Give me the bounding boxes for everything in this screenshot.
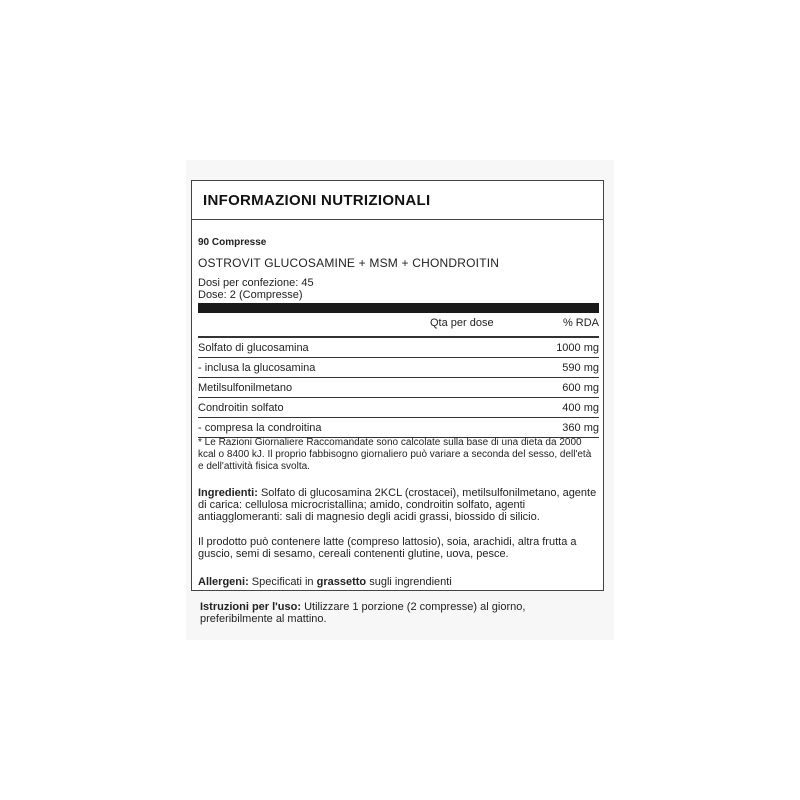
- table-header: [198, 313, 599, 338]
- usage-instructions: [200, 601, 590, 625]
- table-row: [198, 418, 599, 438]
- row-amount: 590 mg: [562, 362, 599, 374]
- table-row: [198, 358, 599, 378]
- allergens-text-after: sugli ingrendienti: [369, 576, 452, 588]
- allergens-bold-word: grassetto: [316, 576, 367, 588]
- allergens-text-before: Specificati in: [251, 576, 314, 588]
- allergens-label: Allergeni:: [198, 576, 249, 588]
- servings-per-pack: Dosi per confezione: 45: [198, 277, 314, 289]
- instructions-text: Utilizzare 1 porzione (2 compresse) al giorno, preferibilmente al mattino.: [200, 601, 526, 625]
- row-amount: 360 mg: [562, 422, 599, 434]
- title-divider: [192, 219, 603, 220]
- row-amount: 1000 mg: [556, 342, 599, 354]
- header-rda: % RDA: [562, 317, 599, 329]
- thick-divider: [198, 303, 599, 313]
- may-contain-notice: Il prodotto può contenere latte (compreso lattosio), soia, arachidi, altra frutta a guscio, semi di sesamo, cereali contenenti glutine, uova, pesce.: [198, 536, 577, 560]
- nutrition-table: [198, 313, 599, 438]
- product-name: OSTROVIT GLUCOSAMINE + MSM + CHONDROITIN: [198, 256, 500, 270]
- header-qty-per-dose: Qta per dose: [430, 317, 494, 329]
- instructions-label: Istruzioni per l'uso:: [200, 601, 302, 613]
- row-amount: 400 mg: [562, 402, 599, 414]
- row-amount: 600 mg: [562, 382, 599, 394]
- ingredients-label: Ingredienti:: [198, 487, 258, 499]
- row-name: Solfato di glucosamina: [198, 342, 309, 354]
- label-title: INFORMAZIONI NUTRIZIONALI: [203, 192, 431, 209]
- row-name: - compresa la condroitina: [198, 422, 322, 434]
- table-row: [198, 378, 599, 398]
- allergens-section: [198, 576, 598, 588]
- table-row: [198, 398, 599, 418]
- tablet-count: 90 Compresse: [198, 237, 267, 248]
- ingredients-section: [198, 487, 598, 523]
- nutrition-label: [191, 180, 604, 591]
- serving-info: [198, 277, 314, 301]
- row-name: Condroitin solfato: [198, 402, 284, 414]
- row-name: - inclusa la glucosamina: [198, 362, 316, 374]
- table-row: [198, 338, 599, 358]
- dose-size: Dose: 2 (Compresse): [198, 289, 303, 301]
- row-name: Metilsulfonilmetano: [198, 382, 293, 394]
- ingredients-text: Solfato di glucosamina 2KCL (crostacei), metilsulfonilmetano, agente di carica: cellulosa microcristallina; amido, condroitin solfato, agenti antiagglomeranti: sali di magnesio degli acidi grassi, biossido di silicio.: [198, 487, 597, 523]
- rda-footnote: * Le Razioni Giornaliere Raccomandate sono calcolate sulla base di una dieta da 2000 kcal o 8400 kJ. Il proprio fabbisogno giornaliero può variare a seconda del sesso, dell'età e dell'attività fisica svolta.: [198, 437, 592, 472]
